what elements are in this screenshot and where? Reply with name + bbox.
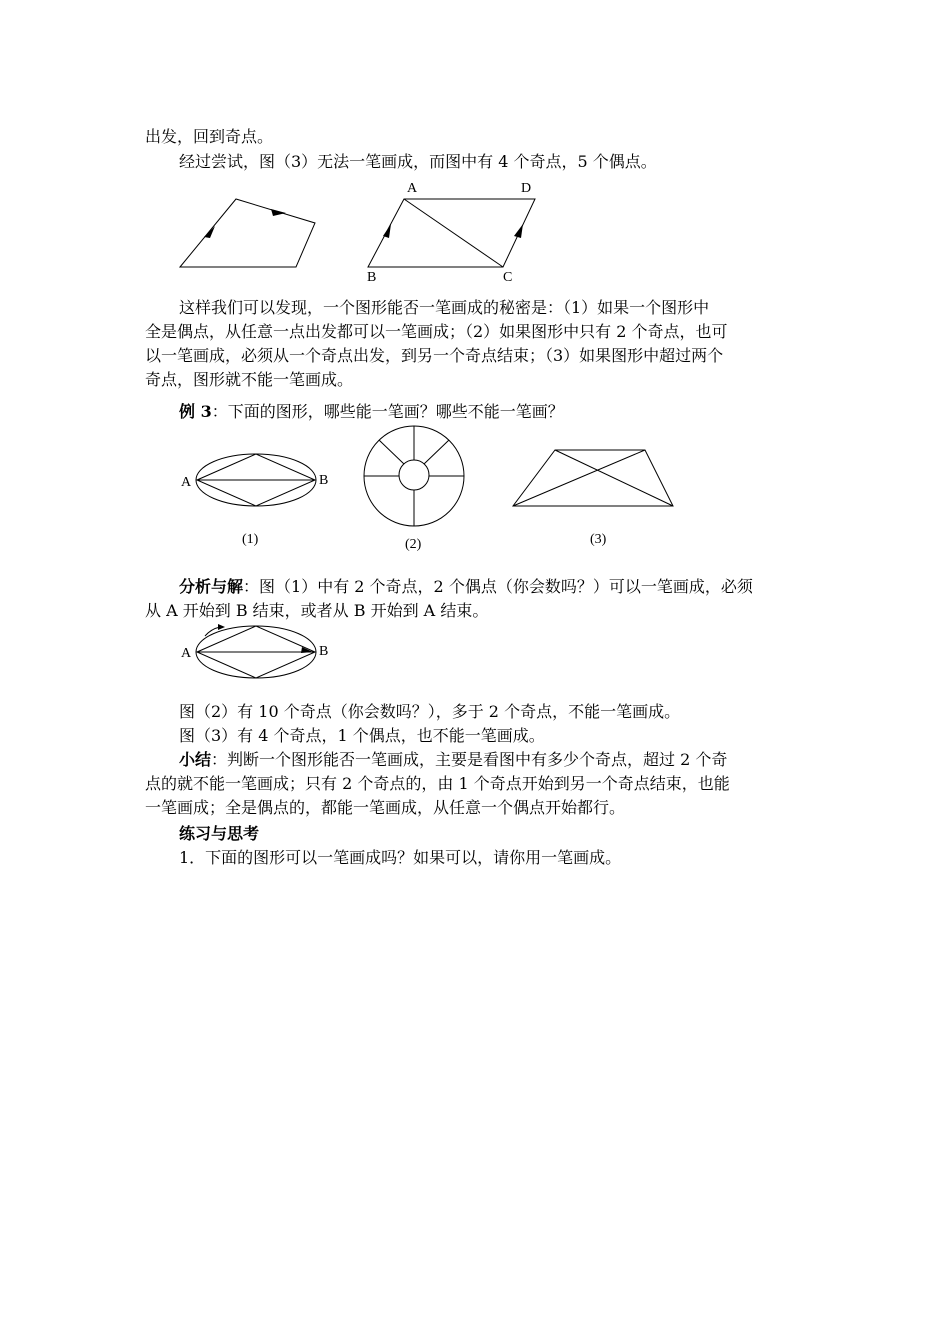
label-d: D [521, 181, 532, 196]
arrow-left-side [383, 224, 391, 238]
summary-text-1: ：判断一个图形能否一笔画成，主要是看图中有多少个奇点，超过 2 个奇 [211, 750, 728, 769]
paragraph-continuation: 出发，回到奇点。 [145, 127, 274, 146]
answer-figure [181, 624, 328, 678]
practice-heading: 练习与思考 [179, 824, 260, 843]
fig1-label-a: A [181, 475, 192, 490]
paragraph-attempt: 经过尝试，图（3）无法一笔画成，而图中有 4 个奇点，5 个偶点。 [179, 152, 657, 171]
summary-line-3: 一笔画成；全是偶点的，都能一笔画成，从任意一个偶点开始都行。 [145, 798, 626, 817]
secret-line-4: 奇点，图形就不能一笔画成。 [145, 370, 354, 389]
arrow-left-edge [204, 226, 215, 238]
caption-1: (1) [242, 532, 259, 547]
quadrilateral-figure [180, 199, 315, 267]
analysis-label: 分析与解 [179, 577, 244, 596]
summary-line-2: 点的就不能一笔画成；只有 2 个奇点的，由 1 个奇点开始到另一个奇点结束，也能 [145, 774, 730, 793]
label-c: C [503, 270, 513, 285]
secret-line-1: 这样我们可以发现，一个图形能否一笔画成的秘密是：（1）如果一个图形中 [179, 298, 710, 317]
parallelogram-figure [367, 181, 535, 285]
answer-label-a: A [181, 646, 192, 661]
fig3-explanation: 图（3）有 4 个奇点，1 个偶点，也不能一笔画成。 [179, 726, 545, 745]
example-3-label: 例 3 [179, 402, 212, 421]
caption-3: (3) [590, 532, 607, 547]
arrow-right-side [514, 224, 523, 238]
example-figure-2 [364, 426, 464, 552]
secret-line-2: 全是偶点，从任意一点出发都可以一笔画成；（2）如果图形中只有 2 个奇点，也可 [145, 322, 728, 341]
practice-question-1: 1．下面的图形可以一笔画成吗？如果可以，请你用一笔画成。 [179, 848, 622, 867]
caption-2: (2) [405, 537, 422, 552]
analysis-text-1: ：图（1）中有 2 个奇点，2 个偶点（你会数吗？）可以一笔画成，必须 [243, 577, 753, 596]
summary-line-1 [145, 748, 810, 772]
example-figure-1 [181, 454, 328, 547]
arrow-start [218, 624, 225, 630]
example-figure-3 [513, 450, 673, 547]
arrow-top-edge [271, 209, 286, 216]
label-a: A [407, 181, 418, 196]
fig1-label-b: B [319, 473, 329, 488]
fig2-explanation: 图（2）有 10 个奇点（你会数吗？），多于 2 个奇点，不能一笔画成。 [179, 702, 681, 721]
answer-label-b: B [319, 644, 329, 659]
label-b: B [367, 270, 377, 285]
example-3-text: ：下面的图形，哪些能一笔画？哪些不能一笔画？ [211, 402, 564, 421]
secret-line-3: 以一笔画成，必须从一个奇点出发，到另一个奇点结束；（3）如果图形中超过两个 [145, 346, 724, 365]
analysis-line-1 [145, 575, 810, 599]
summary-label: 小结 [179, 750, 212, 769]
analysis-line-2: 从 A 开始到 B 结束，或者从 B 开始到 A 结束。 [145, 601, 489, 620]
example-3-question [145, 400, 810, 424]
